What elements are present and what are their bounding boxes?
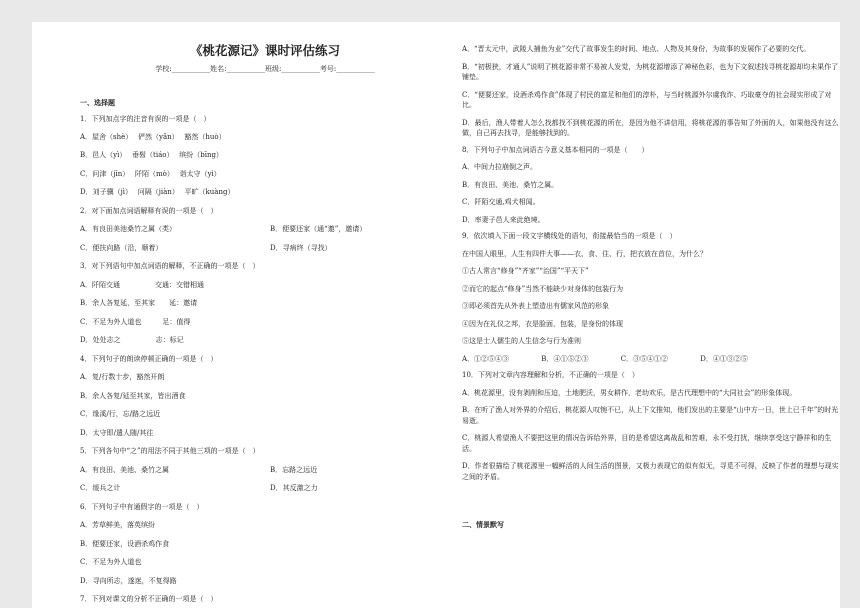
q10-option-a: A．桃花源里，没有剥削和压迫，土地肥沃，男女耕作，老幼欢乐，是古代理想中的“大同社会”的形象体现。 [462, 388, 797, 397]
question-3: 3．对下列语句中加点词语的解释，不正确的一项是（ ） [80, 262, 260, 271]
q2-options-row [80, 243, 460, 254]
question-6: 6．下列句子中有通假字的一项是（ ） [80, 502, 204, 511]
q10-option-b: B．在听了渔人对外界的介绍后，桃花源人叹惋不已，从上下文推知，他们发出的主要是“山中方一日，世上已千年”的时光易逝。 [462, 406, 839, 425]
question-2: 2．对下面加点词语解释有误的一项是（ ） [80, 206, 218, 215]
q9-item: ⑤这是士人儒生的人生信念与行为准则 [462, 337, 581, 345]
q5-options-row [80, 483, 460, 494]
q3-option: C．不足为外人道也 足：值得 [80, 317, 191, 326]
q7-option-b: B．“初极狭，才通人”说明了桃花源非常不易被人发觉，为桃花源增添了神秘色彩，也为下文叙述找寻桃花源却均未果作了铺垫。 [462, 62, 839, 81]
q3-option: B．余人各复延，至其家 延：邀请 [80, 299, 198, 308]
q2-option: B．便要还家（通“邀”，邀请） [270, 225, 367, 234]
q6-option: A．芳草鲜美，落英缤纷 [80, 521, 156, 530]
q9-item: ②而它的起点“修身”当然不能缺少对身体的包装行为 [462, 284, 624, 293]
q1-option: B．邑人（yì） 垂髫（tiáo） 缤纷（bīng） [80, 151, 223, 160]
question-8: 8．下列句子中加点词语古今意义基本相同的一项是（ ） [462, 145, 649, 154]
q1-option: D．刘子骥（jì） 问隔（jiàn） 平旷（kuàng） [80, 188, 235, 197]
q3-option: A．阡陌交通 交通：交错相通 [80, 280, 205, 289]
q10-option-c: C．桃源人希望渔人不要把这里的情况告诉给外界，目的是希望这离战乱和苦难，永不受打扰，继续享受这宁静祥和的生活。 [462, 434, 832, 453]
q9-option: B．④①⑤②③ [541, 354, 589, 363]
q1-option: A．屋舍（shè） 俨然（yǎn） 豁然（huò） [80, 132, 226, 141]
q4-option: A．复/行数十步，豁然开朗 [80, 373, 165, 382]
q1-option: C．问津（jīn） 阡陌（mò） 诣太守（yì） [80, 169, 221, 178]
q8-option: D．率妻子邑人来此绝境。 [462, 215, 545, 224]
question-9: 9．依次填入下面一段文字横线处的语句，衔接最恰当的一项是（ ） [462, 232, 677, 240]
page-title: 《桃花源记》课时评估练习 [189, 43, 340, 58]
left-column [80, 22, 460, 605]
question-5: 5．下列各句中“之”的用法不同于其他三项的一项是（ ） [80, 447, 260, 456]
q6-option: D．寻向所志，遂迷，不复得路 [80, 576, 177, 585]
q9-options-row [462, 354, 842, 365]
q2-option: D．寻病终（寻找） [270, 243, 332, 252]
q8-option: C．阡陌交通,鸡犬相闻。 [462, 198, 540, 206]
q2-option: A．有良田美池桑竹之属（类） [80, 225, 177, 234]
q7-option-a: A．“晋太元中，武陵人捕鱼为业”交代了故事发生的时间、地点、人物及其身份，为故事的发展作了必要的交代。 [462, 45, 811, 53]
q4-option: D．太守即/遣人随/其往 [80, 428, 154, 437]
worksheet-page [32, 22, 840, 608]
section-heading-dictation: 二、情景默写 [462, 520, 504, 529]
question-1: 1．下列加点字的注音有误的一项是（ ） [80, 114, 211, 123]
q9-item: ①古人常言“修身”“齐家”“治国”“平天下” [462, 267, 589, 275]
q7-option-d: D．最后，渔人带着人怎么找都找不到桃花源的所在，是因为他不讲信用，将桃花源的事告知了外面的人，如果他没有这么做，自己再去找寻，是能够找到的。 [462, 118, 839, 137]
q4-option: C．缘溪/行，忘/路之远近 [80, 410, 161, 419]
q5-option: B．忘路之远近 [270, 465, 318, 474]
q5-option: C．缓兵之计 [80, 484, 121, 493]
q4-option: B．余人各复/延至其家，皆出酒食 [80, 391, 186, 400]
q5-options-row [80, 465, 460, 476]
question-4: 4．下列句子的朗读停顿正确的一项是（ ） [80, 354, 218, 363]
q9-option: A．①②⑤④③ [462, 354, 510, 363]
q9-option: C．③⑤④①② [620, 354, 669, 363]
q9-option: D．④①③②⑤ [700, 354, 748, 363]
q2-options-row [80, 224, 460, 235]
q3-option: D．处处志之 志：标记 [80, 336, 184, 345]
right-column [462, 44, 842, 530]
q6-option: C．不足为外人道也 [80, 558, 142, 567]
q9-item: ③即必须首先从外表上塑造出有儒家风范的形象 [462, 302, 609, 310]
q9-intro: 在中国人眼里，人生有四件大事——衣、食、住、行，把衣放在首位，为什么？ [462, 249, 707, 258]
q9-item: ④因为在礼仪之邦，衣是脸面，包装，是身份的体现 [462, 319, 623, 328]
q7-option-c: C．“便要还家，设酒杀鸡作食”体现了村民的富足和他们的淳朴，与当时桃源外尔虞我诈、巧取豪夺的社会现实形成了对比。 [462, 90, 832, 109]
q8-option: A．中间力拉崩倒之声。 [462, 163, 538, 171]
question-7: 7．下列对课文的分析不正确的一项是（ ） [80, 595, 218, 604]
student-info-line: 学校:___________姓名:___________班级:___________考号:___________ [155, 65, 375, 74]
question-10: 10．下列对文章内容理解和分析，不正确的一项是（ ） [462, 371, 639, 379]
q10-option-d: D．作者很描绘了桃花源里一幅鲜活的人间生活的图景，又极力表现它的似有似无，寻觅不可得，反映了作者的理想与现实之间的矛盾。 [462, 462, 839, 481]
q2-option: C．便扶向路（沿，顺着） [80, 243, 163, 252]
q8-option: B．有良田、美池、桑竹之属。 [462, 180, 559, 189]
q5-option: A．有良田、美池、桑竹之属 [80, 465, 170, 474]
q6-option: B．便要还家，设酒杀鸡作食 [80, 539, 170, 548]
section-heading-choice: 一、选择题 [80, 98, 115, 108]
q5-option: D．其反激之力 [270, 484, 318, 493]
